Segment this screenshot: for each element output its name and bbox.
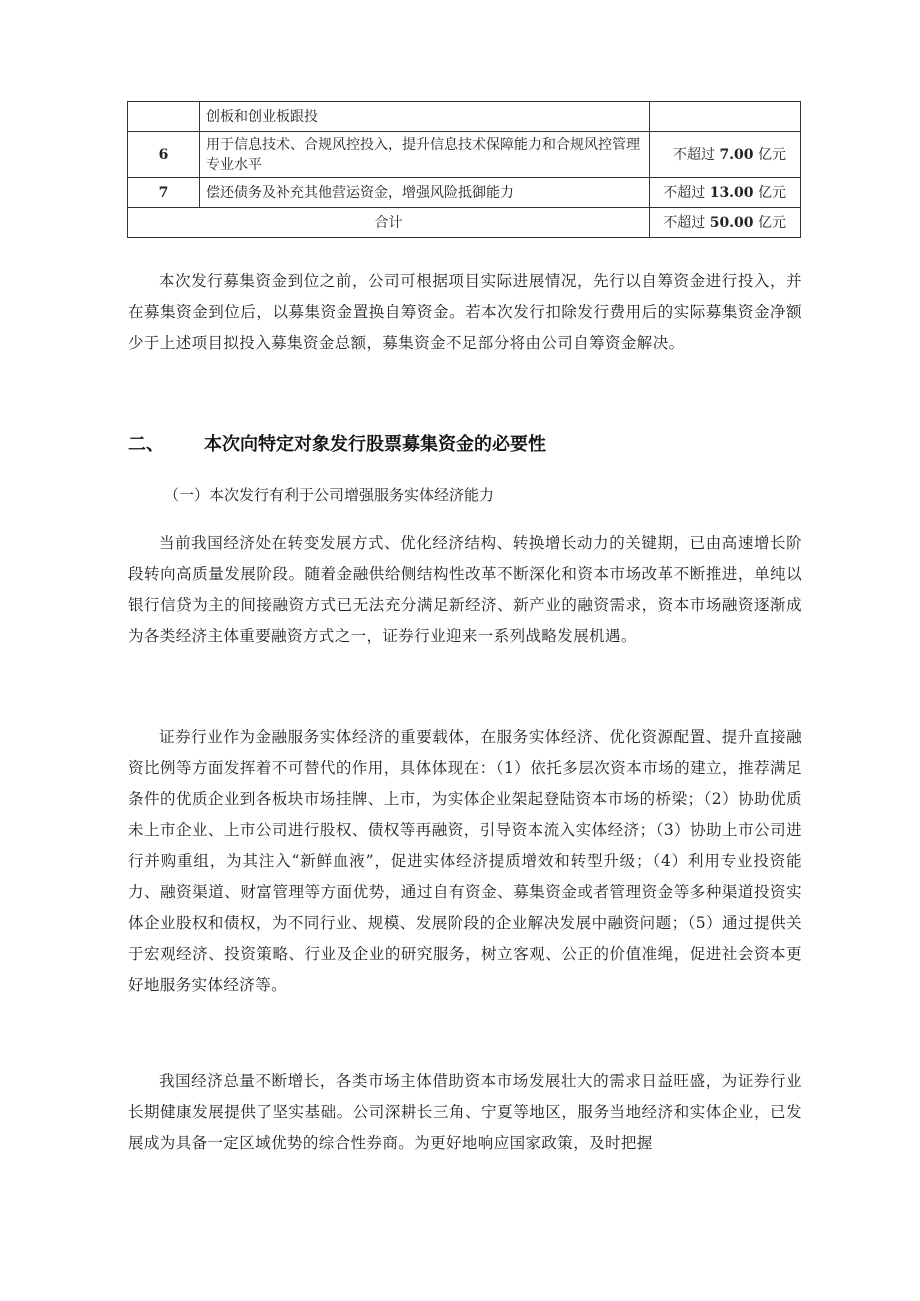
paragraph-company-growth: 我国经济总量不断增长，各类市场主体借助资本市场发展壮大的需求日益旺盛，为证券行业长期健康发展提供了坚实基础。公司深耕长三角、宁夏等地区，服务当地经济和实体企业，已发展成为具备一定区域优势的综合性券商。为更好地响应国家政策，及时把握 [128,1072,802,1152]
row-amount [650,102,801,132]
row-number [128,102,200,132]
section-title: 本次向特定对象发行股票募集资金的必要性 [204,434,546,455]
paragraph-fund-replacement: 本次发行募集资金到位之前，公司可根据项目实际进展情况，先行以自筹资金进行投入，并在募集资金到位后，以募集资金置换自筹资金。若本次发行扣除发行费用后的实际募集资金净额少于上述项目拟投入募集资金总额，募集资金不足部分将由公司自筹资金解决。 [128,272,802,352]
row-description: 用于信息技术、合规风控投入，提升信息技术保障能力和合规风控管理专业水平 [200,132,650,178]
row-description: 创板和创业板跟投 [200,102,650,132]
row-amount: 不超过 13.00 亿元 [650,178,801,208]
fund-usage-table [127,101,801,238]
paragraph-economy: 当前我国经济处在转变发展方式、优化经济结构、转换增长动力的关键期，已由高速增长阶段转向高质量发展阶段。随着金融供给侧结构性改革不断深化和资本市场改革不断推进，单纯以银行信贷为主的间接融资方式已无法充分满足新经济、新产业的融资需求，资本市场融资逐渐成为各类经济主体重要融资方式之一，证券行业迎来一系列战略发展机遇。 [128,534,802,645]
table-row [128,132,801,178]
total-label: 合计 [128,208,650,238]
row-number: 7 [128,178,200,208]
section-number: 二、 [128,434,164,455]
table-row [128,102,801,132]
subsection-heading: （一）本次发行有利于公司增强服务实体经济能力 [164,486,495,504]
table-row [128,178,801,208]
row-number: 6 [128,132,200,178]
paragraph-securities-role: 证券行业作为金融服务实体经济的重要载体，在服务实体经济、优化资源配置、提升直接融资比例等方面发挥着不可替代的作用，具体体现在：（1）依托多层次资本市场的建立，推荐满足条件的优质企业到各板块市场挂牌、上市，为实体企业架起登陆资本市场的桥梁；（2）协助优质未上市企业、上市公司进行股权、债权等再融资，引导资本流入实体经济；（3）协助上市公司进行并购重组，为其注入“新鲜血液”，促进实体经济提质增效和转型升级；（4）利用专业投资能力、融资渠道、财富管理等方面优势，通过自有资金、募集资金或者管理资金等多种渠道投资实体企业股权和债权，为不同行业、规模、发展阶段的企业解决发展中融资问题；（5）通过提供关于宏观经济、投资策略、行业及企业的研究服务，树立客观、公正的价值准绳，促进社会资本更好地服务实体经济等。 [128,728,802,994]
section-heading [128,430,546,456]
table-total-row [128,208,801,238]
row-amount: 不超过 7.00 亿元 [650,132,801,178]
total-amount: 不超过 50.00 亿元 [650,208,801,238]
row-description: 偿还债务及补充其他营运资金，增强风险抵御能力 [200,178,650,208]
